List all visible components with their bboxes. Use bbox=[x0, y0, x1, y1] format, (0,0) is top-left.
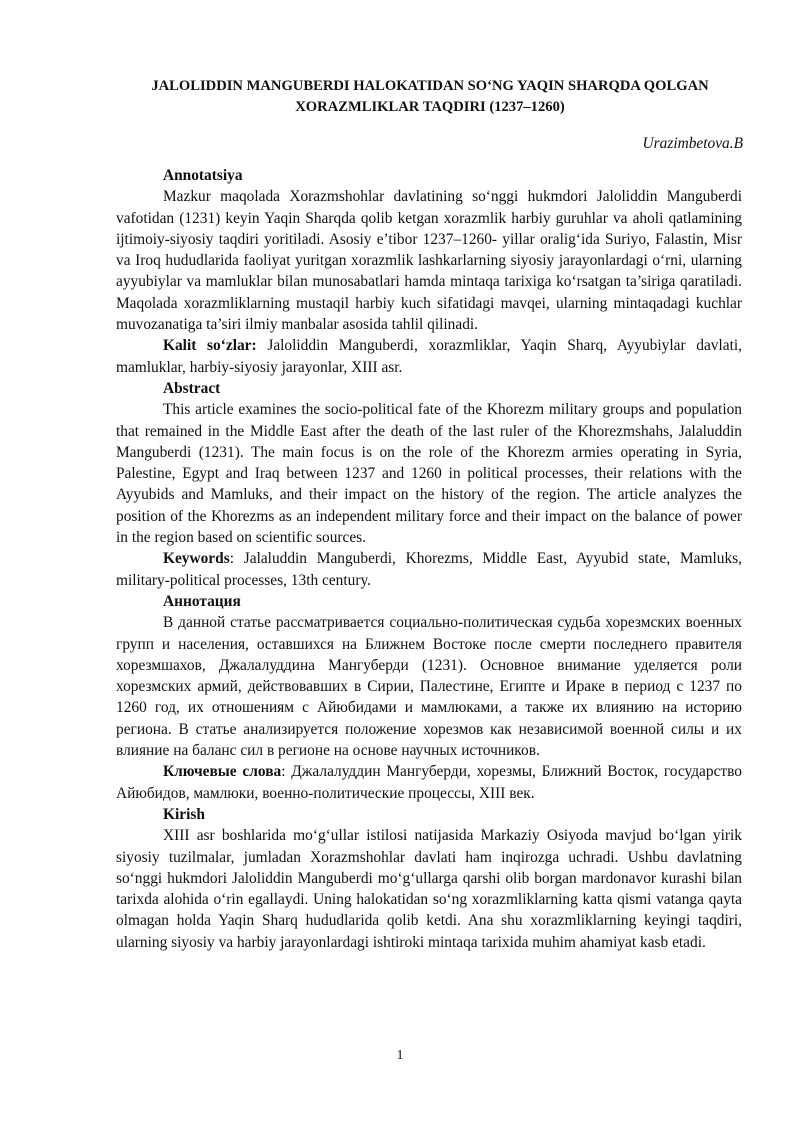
paragraph-abstract: This article examines the socio-political fate of the Khorezm military groups and population that remained in the Middle East after the death of the last ruler of the Khorezmshahs, Jalaluddin Manguberdi (1231). The main focus is on the role of the Khorezm armies operating in Syria, Palestine, Egypt and Iraq between 1237 and 1260 in political processes, their relations with the Ayyubids and Mamluks, and their impact on the history of the region. The article analyzes the position of the Khorezms as an independent military force and their impact on the balance of power in the region based on scientific sources. bbox=[116, 401, 742, 547]
paragraph-annotatsiya: Mazkur maqolada Xorazmshohlar davlatining so‘nggi hukmdori Jaloliddin Manguberdi vafotidan (1231) keyin Yaqin Sharqda qolib ketgan xorazmlik harbiy guruhlar va aholi qatlamining ijtimoiy-siyosiy taqdiri yoritiladi. Asosiy e’tibor 1237–1260- yillar oralig‘ida Suriyo, Falastin, Misr va Iroq hududlarida faoliyat yuritgan xorazmlik lashkarlarning siyosiy jarayonlardagi o‘rni, ularning ayyubiylar va mamluklar bilan munosabatlari hamda mintaqa tarixiga ko‘rsatgan ta’siriga qaratiladi. Maqolada xorazmliklarning mustaqil harbiy kuch sifatidagi mavqei, ularning mintaqadagi kuchlar muvozanatiga ta’siri ilmiy manbalar asosida tahlil qilinadi. bbox=[116, 188, 742, 334]
keywords-label-ru: Ключевые слова bbox=[163, 763, 282, 781]
page-number: 1 bbox=[396, 1048, 404, 1063]
section-heading-abstract: Abstract bbox=[163, 379, 221, 397]
keywords-label-en: Keywords bbox=[163, 550, 230, 568]
document-body bbox=[116, 165, 742, 953]
keywords-text-ru: : Джалалуддин Мангуберди, хорезмы, Ближний Восток, государство Айюбидов, мамлюки, военно-политические процессы, XIII век. bbox=[116, 763, 742, 802]
keywords-paragraph-uz bbox=[116, 335, 742, 378]
document-title: JALOLIDDIN MANGUBERDI HALOKATIDAN SO‘NG YAQIN SHARQDA QOLGAN XORAZMLIKLAR TAQDIRI (1237–1260) bbox=[151, 78, 709, 115]
keywords-text-uz: Jaloliddin Manguberdi, xorazmliklar, Yaqin Sharq, Ayyubiylar davlati, mamluklar, harbiy-siyosiy jarayonlar, XIII asr. bbox=[116, 337, 743, 376]
paragraph-kirish: XIII asr boshlarida mo‘g‘ullar istilosi natijasida Markaziy Osiyoda mavjud bo‘lgan yirik siyosiy tuzilmalar, jumladan Xorazmshohlar davlati ham inqirozga uchradi. Ushbu davlatning so‘nggi hukmdori Jaloliddin Manguberdi mo‘g‘ullarga qarshi olib borgan mardonavor kurashi bilan tarixda alohida o‘rin egallaydi. Uning halokatidan so‘ng xorazmliklarning katta qismi vatanga qayta olmagan holda Yaqin Sharq hududlarida qolib ketdi. Ana shu xorazmliklarning keyingi taqdiri, ularning siyosiy va harbiy jarayonlardagi ishtiroki mintaqa tarixida muhim ahamiyat kasb etadi. bbox=[116, 827, 742, 951]
paragraph-annotation-ru: В данной статье рассматривается социально-политическая судьба хорезмских военных групп и населения, оставшихся на Ближнем Востоке после смерти последнего правителя хорезмшахов, Джалалуддина Мангуберди (1231). Основное внимание уделяется роли хорезмских армий, действовавших в Сирии, Палестине, Египте и Ираке в период с 1237 по 1260 год, их отношениям с Айюбидами и мамлюками, а также их влиянию на историю региона. В статье анализируется положение хорезмов как независимой военной силы и их влияние на баланс сил в регионе на основе научных источников. bbox=[116, 614, 742, 760]
keywords-text-en: : Jalaluddin Manguberdi, Khorezms, Middle East, Ayyubid state, Mamluks, military-political processes, 13th century. bbox=[116, 550, 742, 589]
keywords-label-uz: Kalit so‘zlar: bbox=[163, 337, 257, 355]
author-name: Urazimbetova.B bbox=[642, 135, 743, 152]
keywords-paragraph-ru bbox=[116, 761, 742, 804]
section-heading-annotatsiya: Annotatsiya bbox=[163, 167, 243, 184]
section-heading-annotation-ru: Аннотация bbox=[163, 592, 241, 610]
section-heading-kirish: Kirish bbox=[163, 805, 205, 823]
keywords-paragraph-en bbox=[116, 548, 742, 591]
